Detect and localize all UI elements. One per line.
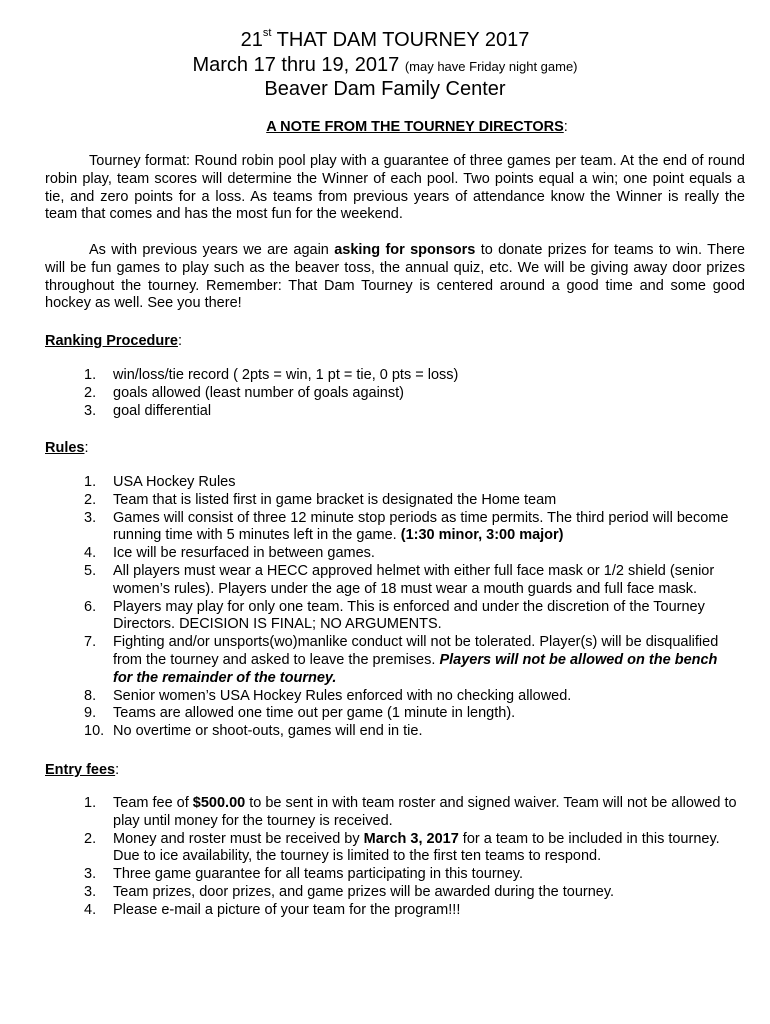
rule-emphasis: (1:30 minor, 3:00 major) [400, 527, 564, 544]
fee-item [0, 795, 739, 831]
rule-item-number: 10. [84, 723, 105, 740]
sponsors-emphasis: asking for sponsors [334, 242, 476, 258]
tourney-dates: March 17 thru 19, 2017 (may have Friday night game) [192, 54, 578, 76]
ranking-item [0, 403, 739, 421]
rule-item [0, 510, 739, 546]
fee-item-number: 3. [84, 883, 97, 900]
ranking-heading: Ranking Procedure: [45, 333, 182, 349]
sponsors-paragraph: As with previous years we are again asking for sponsors to donate prizes for teams to win. There will be fun games to play such as the beaver toss, the annual quiz, etc. We will be giving away door prizes throughout the tourney. Remember: That Dam Tourney is centered around a good time and some good hockey as well. See you there! [45, 242, 745, 312]
rule-item-text: Senior women’s USA Hockey Rules enforced with no checking allowed. [113, 687, 572, 704]
rule-item-text: All players must wear a HECC approved helmet with either full face mask or 1/2 shield (senior women’s rules). Players under the age of 18 must wear a mouth guards and full face mask. [113, 562, 715, 597]
rule-item-number: 3. [84, 509, 97, 526]
rule-item [0, 599, 739, 635]
rule-item-number: 9. [84, 705, 97, 722]
rule-item [0, 492, 739, 510]
rule-item-number: 4. [84, 545, 97, 562]
fee-item [0, 902, 739, 920]
rule-item-number: 7. [84, 634, 97, 651]
tourney-title: 21st THAT DAM TOURNEY 2017 [240, 27, 530, 51]
rule-emphasis: Players will not be allowed on the bench for the remainder of the tourney. [113, 651, 718, 686]
rule-item-number: 8. [84, 687, 97, 704]
dates-note: (may have Friday night game) [404, 59, 578, 74]
rule-item [0, 545, 739, 563]
fee-item-text: Three game guarantee for all teams participating in this tourney. [113, 866, 523, 883]
rule-item-number: 1. [84, 474, 97, 490]
fee-item-text: Money and roster must be received by March 3, 2017 for a team to be included in this tourney. Due to ice availability, the tourney is limited to the first ten teams to respond. [113, 830, 720, 865]
rule-item-text: Team that is listed first in game bracket is designated the Home team [113, 491, 557, 508]
ranking-item [0, 367, 739, 385]
ranking-item-text: goal differential [113, 402, 212, 419]
fee-item-number: 4. [84, 901, 97, 918]
rule-item-text: Games will consist of three 12 minute stop periods as time permits. The third period will become running time with 5 minutes left in the game. (1:30 minor, 3:00 major) [113, 509, 729, 544]
rule-item-number: 6. [84, 598, 97, 615]
ranking-item-number: 3. [84, 402, 97, 419]
fee-item [0, 866, 739, 884]
note-heading: A NOTE FROM THE TOURNEY DIRECTORS: [266, 119, 568, 135]
rule-item-text: Players may play for only one team. This is enforced and under the discretion of the Tourney Directors. DECISION IS FINAL; NO ARGUMENTS. [113, 598, 705, 633]
fee-emphasis: $500.00 [192, 795, 246, 811]
rules-heading: Rules: [45, 440, 89, 456]
rules-list [0, 474, 739, 741]
ranking-item-text: win/loss/tie record ( 2pts = win, 1 pt = tie, 0 pts = loss) [113, 367, 459, 383]
title-superscript: st [262, 27, 272, 40]
rule-item [0, 705, 739, 723]
fee-item [0, 884, 739, 902]
rule-item [0, 563, 739, 599]
fee-item-text: Team prizes, door prizes, and game prizes will be awarded during the tourney. [113, 883, 615, 900]
ranking-item [0, 385, 739, 403]
fee-item-text: Please e-mail a picture of your team for the program!!! [113, 901, 461, 918]
ranking-item-number: 2. [84, 384, 97, 401]
fee-item-text: Team fee of $500.00 to be sent in with team roster and signed waiver. Team will not be allowed to play until money for the tourney is received. [113, 795, 737, 829]
rule-item [0, 688, 739, 706]
tourney-venue: Beaver Dam Family Center [264, 78, 506, 100]
rule-item-text: USA Hockey Rules [113, 474, 236, 490]
ranking-item-text: goals allowed (least number of goals against) [113, 384, 404, 401]
fees-heading: Entry fees: [45, 762, 120, 778]
rule-item [0, 634, 739, 687]
fee-item-number: 1. [84, 795, 97, 811]
tourney-format-paragraph: Tourney format: Round robin pool play with a guarantee of three games per team. At the end of round robin play, team scores will determine the Winner of each pool. Two points equal a win; one point equals a tie, and zero points for a loss. As teams from previous years of attendance know the Winner is really the team that comes and has the most fun for the weekend. [45, 153, 745, 223]
rule-item [0, 474, 739, 492]
rule-item-number: 5. [84, 562, 97, 579]
ranking-list [0, 367, 739, 420]
rule-item-number: 2. [84, 491, 97, 508]
fee-item [0, 831, 739, 867]
fee-emphasis: March 3, 2017 [363, 830, 459, 847]
rule-item-text: No overtime or shoot-outs, games will end in tie. [113, 723, 423, 740]
rule-item-text: Ice will be resurfaced in between games. [113, 545, 375, 562]
rule-item-text: Fighting and/or unsports(wo)manlike conduct will not be tolerated. Player(s) will be disqualified from the tourney and asked to leave the premises. Players will not be allowed on the bench for the remainder of the tourney. [113, 634, 719, 686]
rule-item [0, 723, 739, 741]
fee-item-number: 3. [84, 866, 97, 883]
ranking-item-number: 1. [84, 367, 97, 383]
fee-item-number: 2. [84, 830, 97, 847]
rule-item-text: Teams are allowed one time out per game (1 minute in length). [113, 705, 516, 722]
fees-list [0, 795, 739, 920]
